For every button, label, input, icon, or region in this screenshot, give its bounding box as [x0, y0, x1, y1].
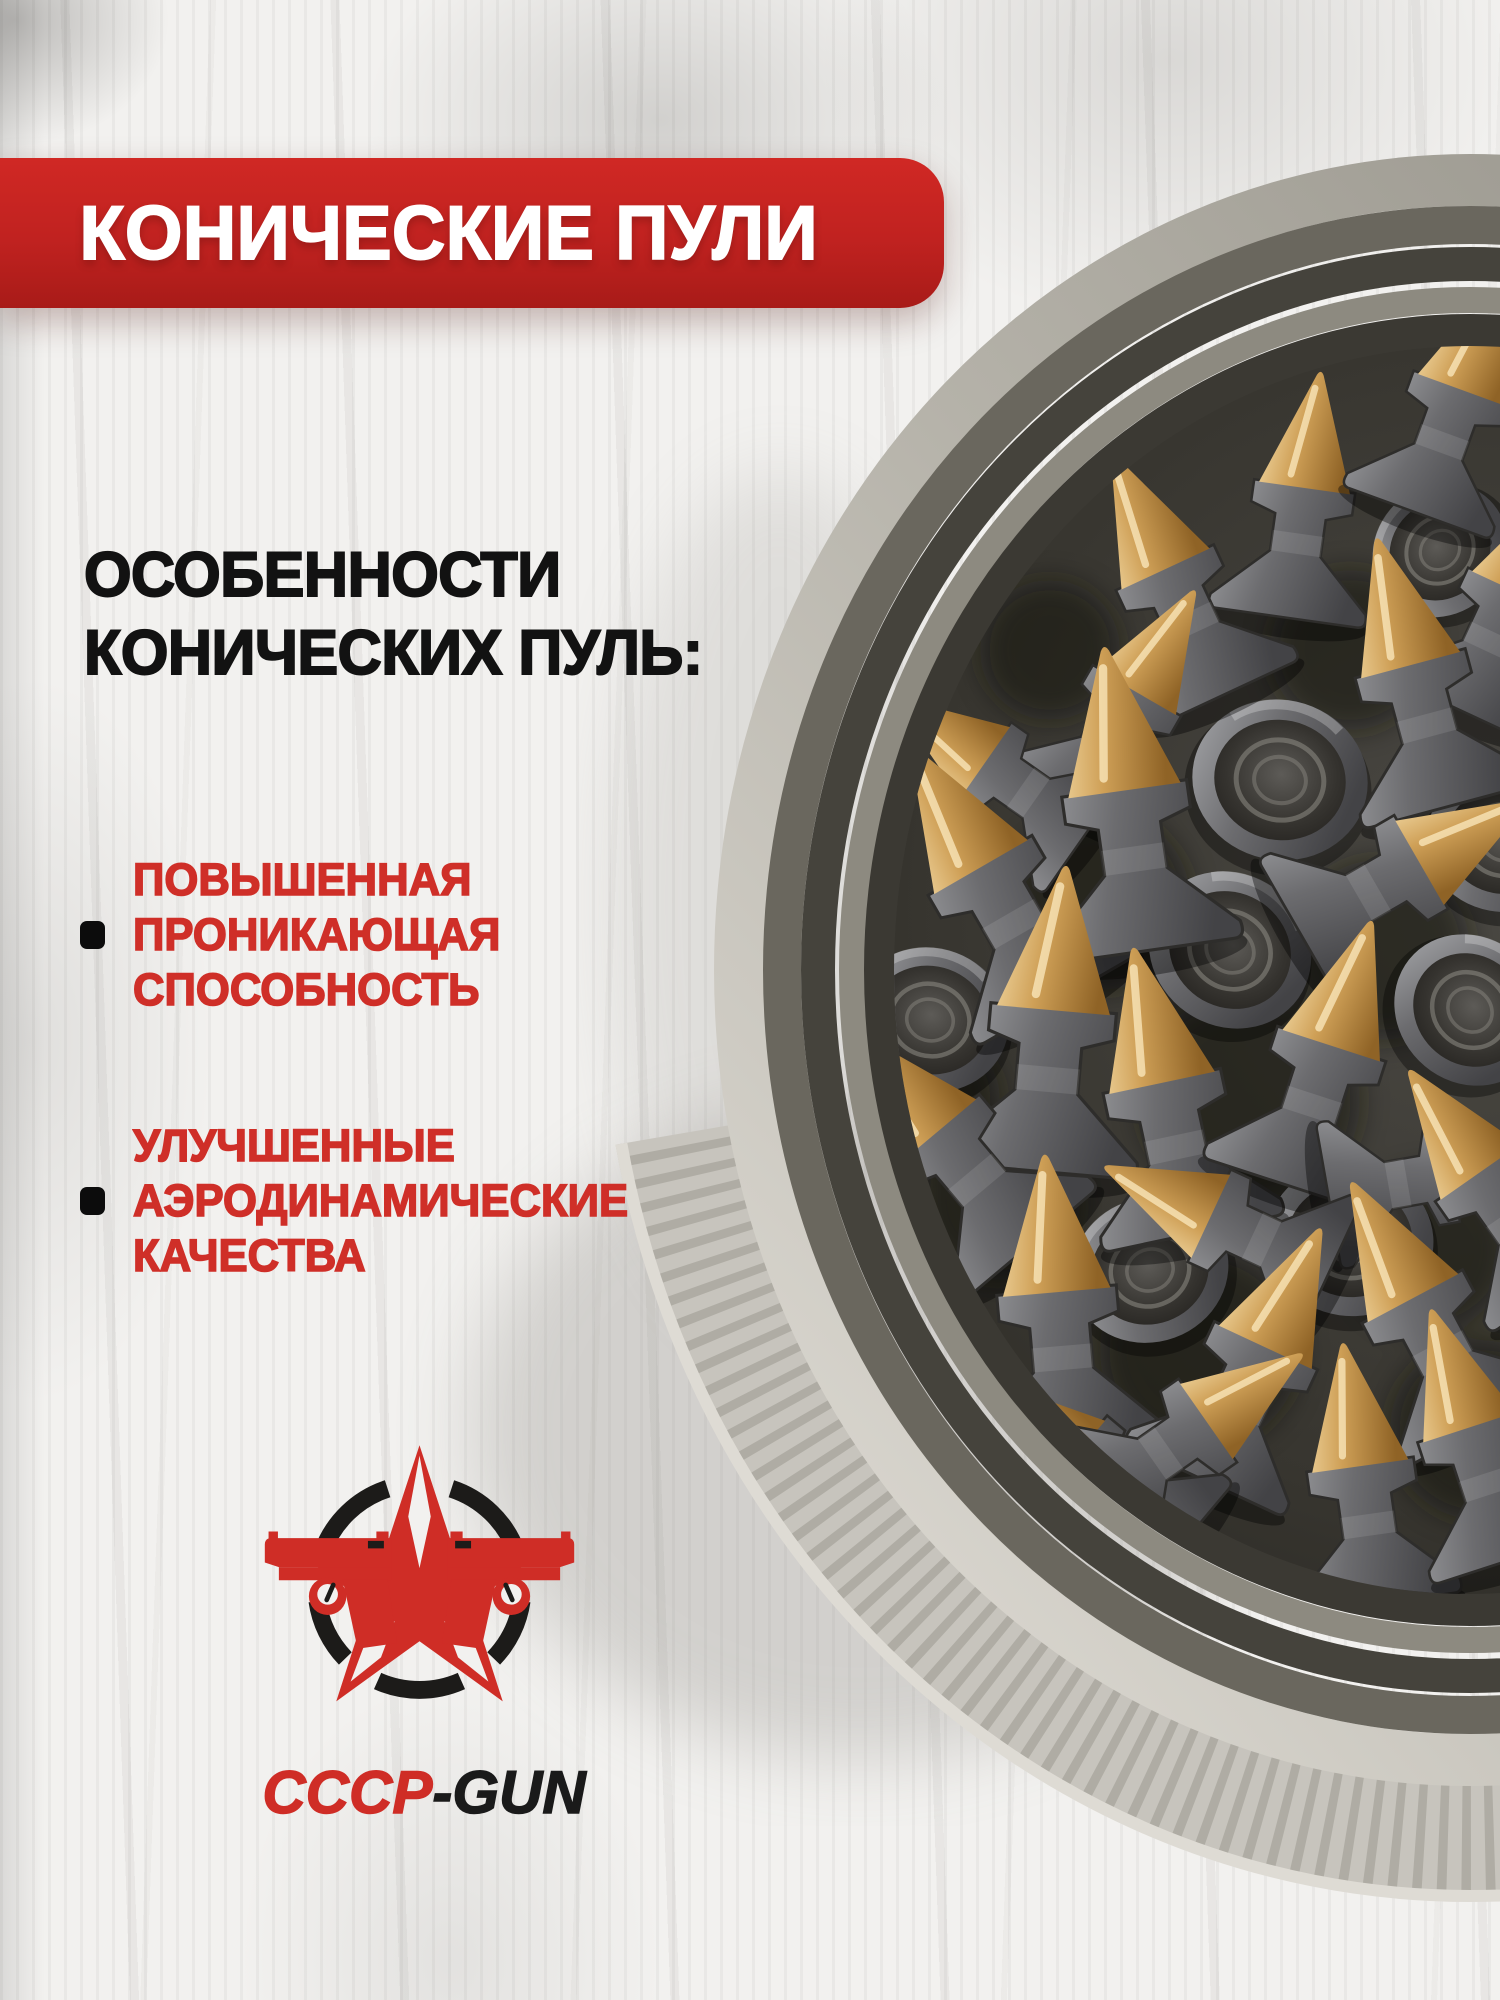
- bullet-square-icon: [80, 921, 105, 949]
- section-heading: [84, 536, 703, 692]
- brand-name-red: СССР: [262, 1759, 433, 1826]
- feature-text: [133, 1118, 628, 1283]
- feature-text: [133, 852, 500, 1017]
- feature-2-line-2: АЭРОДИНАМИЧЕСКИЕ: [133, 1175, 629, 1226]
- feature-1-line-2: ПРОНИКАЮЩАЯ: [133, 909, 501, 960]
- brand-wordmark: [238, 1758, 610, 1827]
- brand-logo-star-pistols-icon: [232, 1418, 607, 1765]
- feature-1-line-1: ПОВЫШЕННАЯ: [133, 854, 472, 905]
- title-banner: [0, 158, 944, 308]
- feature-2-line-3: КАЧЕСТВА: [133, 1230, 366, 1281]
- feature-1-line-3: СПОСОБНОСТЬ: [133, 964, 480, 1015]
- heading-line-2: КОНИЧЕСКИХ ПУЛЬ:: [84, 618, 703, 689]
- banner-title: КОНИЧЕСКИЕ ПУЛИ: [79, 190, 818, 276]
- heading-line-1: ОСОБЕННОСТИ: [84, 540, 561, 610]
- feature-item-aerodynamics: [80, 1118, 643, 1283]
- feature-2-line-1: УЛУЧШЕННЫЕ: [133, 1120, 455, 1171]
- brand-name-black: -GUN: [432, 1759, 586, 1826]
- feature-item-penetration: [80, 852, 512, 1017]
- bullet-square-icon: [80, 1187, 105, 1215]
